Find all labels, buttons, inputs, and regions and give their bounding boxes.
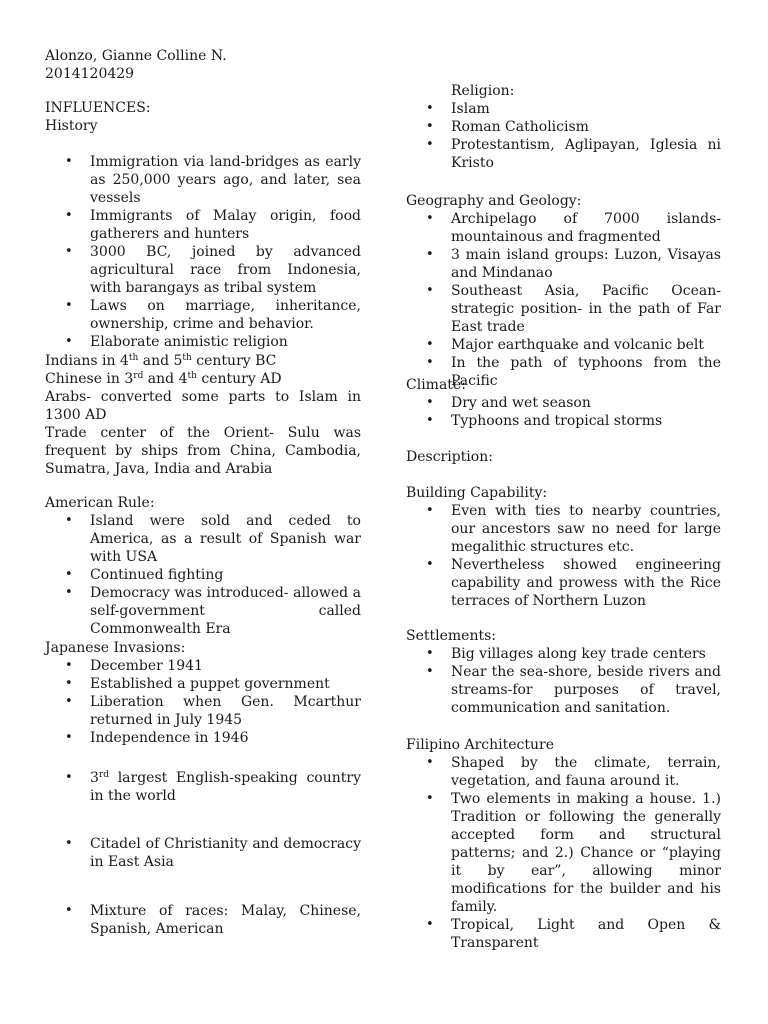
geography-heading: Geography and Geology: [406,193,582,209]
arabs-line: Arabs- converted some parts to Islam in 1300 AD [45,389,361,423]
geography-list [406,210,721,390]
list-item: • Archipelago of 7000 islands- mountainous and fragmented [406,210,721,246]
list-item: • 3000 BC, joined by advanced agricultural race from Indonesia, with barangays as tribal system [45,243,361,297]
description-heading: Description: [406,449,493,465]
citadel-list [45,835,361,871]
architecture-list-extra [406,916,721,952]
list-item: • Liberation when Gen. Mcarthur returned in July 1945 [45,693,361,729]
religion-heading: Religion: [451,83,515,99]
author-name: Alonzo, Gianne Colline N. [45,48,227,64]
section-title: INFLUENCES: [45,100,151,116]
japanese-heading: Japanese Invasions: [45,640,186,656]
list-item: • Continued fighting [45,566,361,584]
list-item: • Elaborate animistic religion [45,333,361,351]
building-heading: Building Capability: [406,485,548,501]
list-item: • Dry and wet season [406,394,721,412]
list-item: • Big villages along key trade centers [406,645,721,663]
architecture-list [406,754,721,916]
list-item: • Immigrants of Malay origin, food gatherers and hunters [45,207,361,243]
list-item: • In the path of typhoons from the Pacific [406,354,721,390]
list-item: • Tropical, Light and Open & Transparent [406,916,721,952]
settlements-list [406,645,721,717]
climate-heading: Climate: [406,377,466,393]
list-item: • Laws on marriage, inheritance, ownership, crime and behavior. [45,297,361,333]
trade-line: Trade center of the Orient- Sulu was frequent by ships from China, Cambodia, Sumatra, Java, India and Arabia [45,425,361,477]
chinese-line: Chinese in 3rd and 4th century AD [45,371,282,387]
list-item: • Islam [406,100,721,118]
indians-line: Indians in 4th and 5th century BC [45,353,277,369]
list-item: • Southeast Asia, Pacific Ocean- strategic position- in the path of Far East trade [406,282,721,336]
list-item: • 3 main island groups: Luzon, Visayas and Mindanao [406,246,721,282]
list-item: • Major earthquake and volcanic belt [406,336,721,354]
list-item: • Island were sold and ceded to America, as a result of Spanish war with USA [45,512,361,566]
list-item: • Shaped by the climate, terrain, vegetation, and fauna around it. [406,754,721,790]
list-item: • Typhoons and tropical storms [406,412,721,430]
american-rule-list [45,512,361,638]
list-item: • Protestantism, Aglipayan, Iglesia ni Kristo [406,136,721,172]
list-item: • Mixture of races: Malay, Chinese, Spanish, American [45,902,361,938]
list-item: • Immigration via land-bridges as early as 250,000 years ago, and later, sea vessels [45,153,361,207]
american-rule-heading: American Rule: [45,495,155,511]
list-item: • Democracy was introduced- allowed a self-government called Commonwealth Era [45,584,361,638]
list-item: • Citadel of Christianity and democracy in East Asia [45,835,361,871]
list-item: • 3rd largest English-speaking country in the world [45,769,361,805]
architecture-heading: Filipino Architecture [406,737,554,753]
list-item: • Established a puppet government [45,675,361,693]
mixture-list [45,902,361,938]
english-list [45,769,361,805]
climate-list [406,394,721,430]
list-item: • Nevertheless showed engineering capability and prowess with the Rice terraces of Northern Luzon [406,556,721,610]
building-list [406,502,721,610]
list-item: • December 1941 [45,657,361,675]
history-heading: History [45,118,98,134]
list-item: • Even with ties to nearby countries, our ancestors saw no need for large megalithic structures etc. [406,502,721,556]
list-item: • Near the sea-shore, beside rivers and streams-for purposes of travel, communication and sanitation. [406,663,721,717]
list-item: • Independence in 1946 [45,729,361,747]
settlements-heading: Settlements: [406,628,496,644]
list-item: • Roman Catholicism [406,118,721,136]
religion-list [406,100,721,172]
history-list [45,153,361,351]
student-id: 2014120429 [45,66,135,82]
list-item: • Two elements in making a house. 1.) Tradition or following the generally accepted form and structural patterns; and 2.) Chance or “playing it by ear”, allowing minor modifications for the builder and his family. [406,790,721,916]
japanese-list [45,657,361,747]
